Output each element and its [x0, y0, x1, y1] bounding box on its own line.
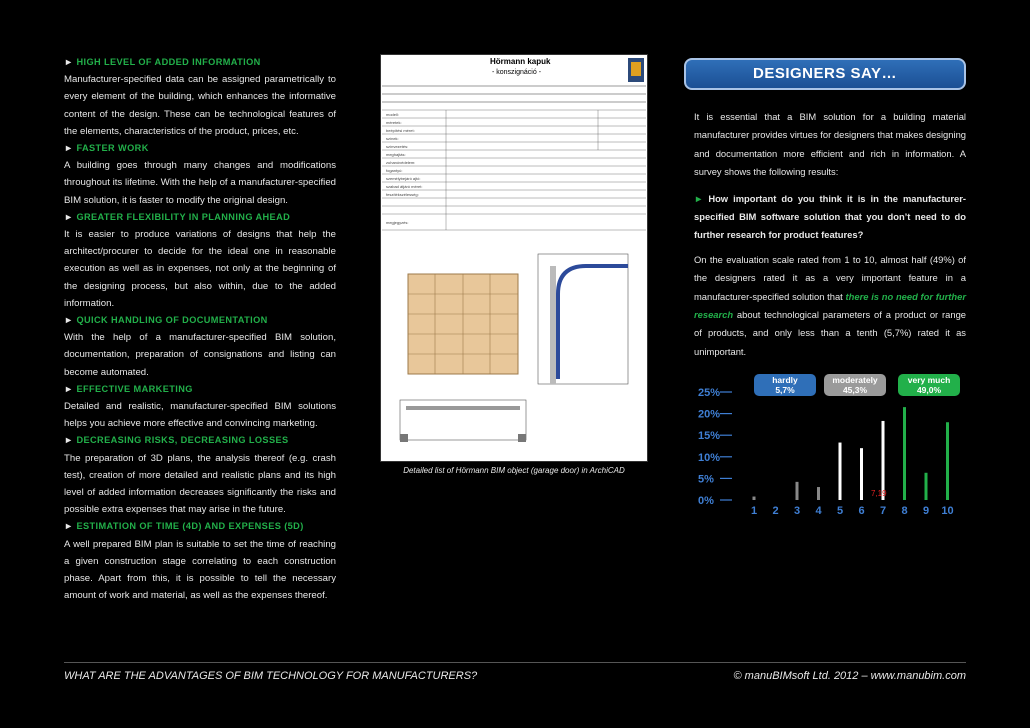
survey-question: ► How important do you think it is in the manufacturer-specified BIM software solution that you don’t need to do further research for product features?	[694, 192, 966, 241]
y-tick-label: 15%	[698, 430, 721, 443]
bar	[925, 473, 928, 500]
arrow-icon: ►	[64, 435, 74, 446]
section-text: A building goes through many changes and modifications throughout its lifetime. With the help of a manufacturer-specified BIM solution, it is faster to modify the original design.	[64, 160, 336, 206]
section-text: It is easier to produce variations of designs that help the architect/procurer to decide for the ideal one in reasonable execution as well as in expenses, not only at the beginning of the designing process, but also within, due to the added information.	[64, 229, 336, 309]
footer-copyright: © manuBIMsoft Ltd. 2012 – www.manubim.com	[733, 670, 966, 682]
group-label: hardly	[772, 375, 798, 385]
x-tick-label: 2	[772, 505, 779, 517]
y-tick-label: 25%	[698, 387, 721, 399]
arrow-icon: ►	[64, 383, 74, 394]
bar	[796, 482, 799, 500]
bar	[903, 407, 906, 500]
svg-text:személybejáró ajtó:: személybejáró ajtó:	[386, 176, 421, 181]
y-tick-label: 10%	[698, 451, 721, 464]
svg-text:feszítékszélesség:: feszítékszélesség:	[386, 192, 419, 197]
section-heading: ► GREATER FLEXIBILITY IN PLANNING AHEAD	[64, 211, 291, 222]
group-value: 49,0%	[916, 385, 942, 395]
drawing-title: Hörmann kapuk	[490, 57, 551, 66]
section-heading: ► EFFECTIVE MARKETING	[64, 383, 193, 394]
advantages-column	[64, 54, 336, 605]
y-tick-label: 5%	[698, 473, 714, 486]
x-tick-label: 4	[815, 505, 822, 517]
arrow-icon: ►	[694, 192, 704, 204]
footer-divider	[64, 662, 966, 663]
svg-text:színek:: színek:	[386, 136, 399, 141]
section-text: A well prepared BIM plan is suitable to set the time of reaching a given construction stage correlating to each construction phase. Apart from this, it is possible to tell the necessary amount of work and material, as well as the expenses thereof.	[64, 538, 336, 602]
group-label: very much	[907, 375, 951, 385]
x-tick-label: 8	[901, 505, 908, 517]
bar	[839, 443, 842, 500]
x-tick-label: 3	[793, 505, 801, 517]
svg-text:modell:: modell:	[386, 112, 399, 117]
bar	[753, 497, 756, 500]
arrow-icon: ►	[64, 143, 74, 154]
x-tick-label: 9	[922, 505, 930, 517]
section-heading: ► DECREASING RISKS, DECREASING LOSSES	[64, 435, 289, 446]
bim-object-drawing	[380, 54, 648, 462]
bar-annotation: 7,19	[871, 489, 887, 498]
footer-title: WHAT ARE THE ADVANTAGES OF BIM TECHNOLOGY FOR MANUFACTURERS?	[64, 670, 478, 682]
section-heading: ► ESTIMATION OF TIME (4D) AND EXPENSES (5D)	[64, 521, 304, 532]
survey-result: On the evaluation scale rated from 1 to 10, almost half (49%) of the designers rated it as a very important feature in a manufacturer-specified solution that there is no need for further research about technological parameters of a product or range of products, and only less than a tenth (5,7%) rated it as unimportant.	[694, 253, 967, 357]
svg-text:fogantyú:: fogantyú:	[386, 168, 403, 173]
bar	[946, 422, 949, 500]
svg-text:zuhanóvédelem:: zuhanóvédelem:	[386, 160, 416, 165]
section-heading: ► HIGH LEVEL OF ADDED INFORMATION	[64, 57, 261, 67]
arrow-icon: ►	[64, 521, 74, 532]
section-heading: ► QUICK HANDLING OF DOCUMENTATION	[64, 315, 268, 326]
section-text: The preparation of 3D plans, the analysis thereof (e.g. crash test), creation of more detailed and realistic plans and its high level of added information decreases significantly the risks and possible extra expenses that may arise in the future.	[64, 452, 336, 516]
x-tick-label: 1	[750, 505, 758, 517]
svg-text:színvezetés:: színvezetés:	[386, 144, 409, 149]
y-tick-label: 0%	[698, 495, 714, 507]
survey-intro: It is essential that a BIM solution for a building material manufacturer provides virtues for designers that makes designing and documentation more efficient and rich in information. A survey shows the following results:	[694, 111, 966, 178]
drawing-caption: Detailed list of Hörmann BIM object (garage door) in ArchiCAD	[403, 466, 625, 475]
svg-text:szabad átjáró méret:: szabad átjáró méret:	[386, 184, 423, 189]
survey-chart	[690, 372, 970, 522]
group-label: moderately	[832, 375, 878, 385]
drawing-subtitle: - konszignáció -	[492, 69, 542, 76]
section-heading: ► FASTER WORK	[64, 143, 149, 154]
arrow-icon: ►	[64, 57, 74, 67]
drawing-svg	[380, 54, 648, 462]
x-tick-label: 10	[941, 505, 954, 517]
group-value: 45,3%	[842, 385, 868, 395]
x-tick-label: 6	[858, 505, 865, 517]
svg-text:méretek:: méretek:	[386, 120, 402, 125]
section-text: Detailed and realistic, manufacturer-specified BIM solutions helps you achieve more effective and convincing marketing.	[64, 401, 336, 430]
designers-say-banner: DESIGNERS SAY…	[684, 58, 966, 90]
group-value: 5,7%	[775, 385, 795, 395]
x-tick-label: 7	[879, 505, 887, 517]
y-tick-label: 20%	[698, 408, 721, 421]
arrow-icon: ►	[64, 211, 74, 222]
arrow-icon: ►	[64, 315, 74, 326]
svg-text:meghajtás:: meghajtás:	[386, 152, 406, 157]
section-text: With the help of a manufacturer-specified BIM solution, documentation, preparation of consignations and listing can become automated.	[64, 332, 336, 378]
section-text: Manufacturer-specified data can be assigned parametrically to every element of the building, which enhances the informative content of the design. These can be technological features of the elements, characteristics of the product, prices, etc.	[64, 74, 336, 137]
svg-text:megjegyzés:: megjegyzés:	[386, 220, 409, 225]
bar	[860, 448, 863, 500]
svg-text:beépítési méret:: beépítési méret:	[386, 128, 415, 133]
bar	[817, 487, 820, 500]
survey-text	[694, 108, 966, 361]
x-tick-label: 5	[836, 505, 844, 517]
